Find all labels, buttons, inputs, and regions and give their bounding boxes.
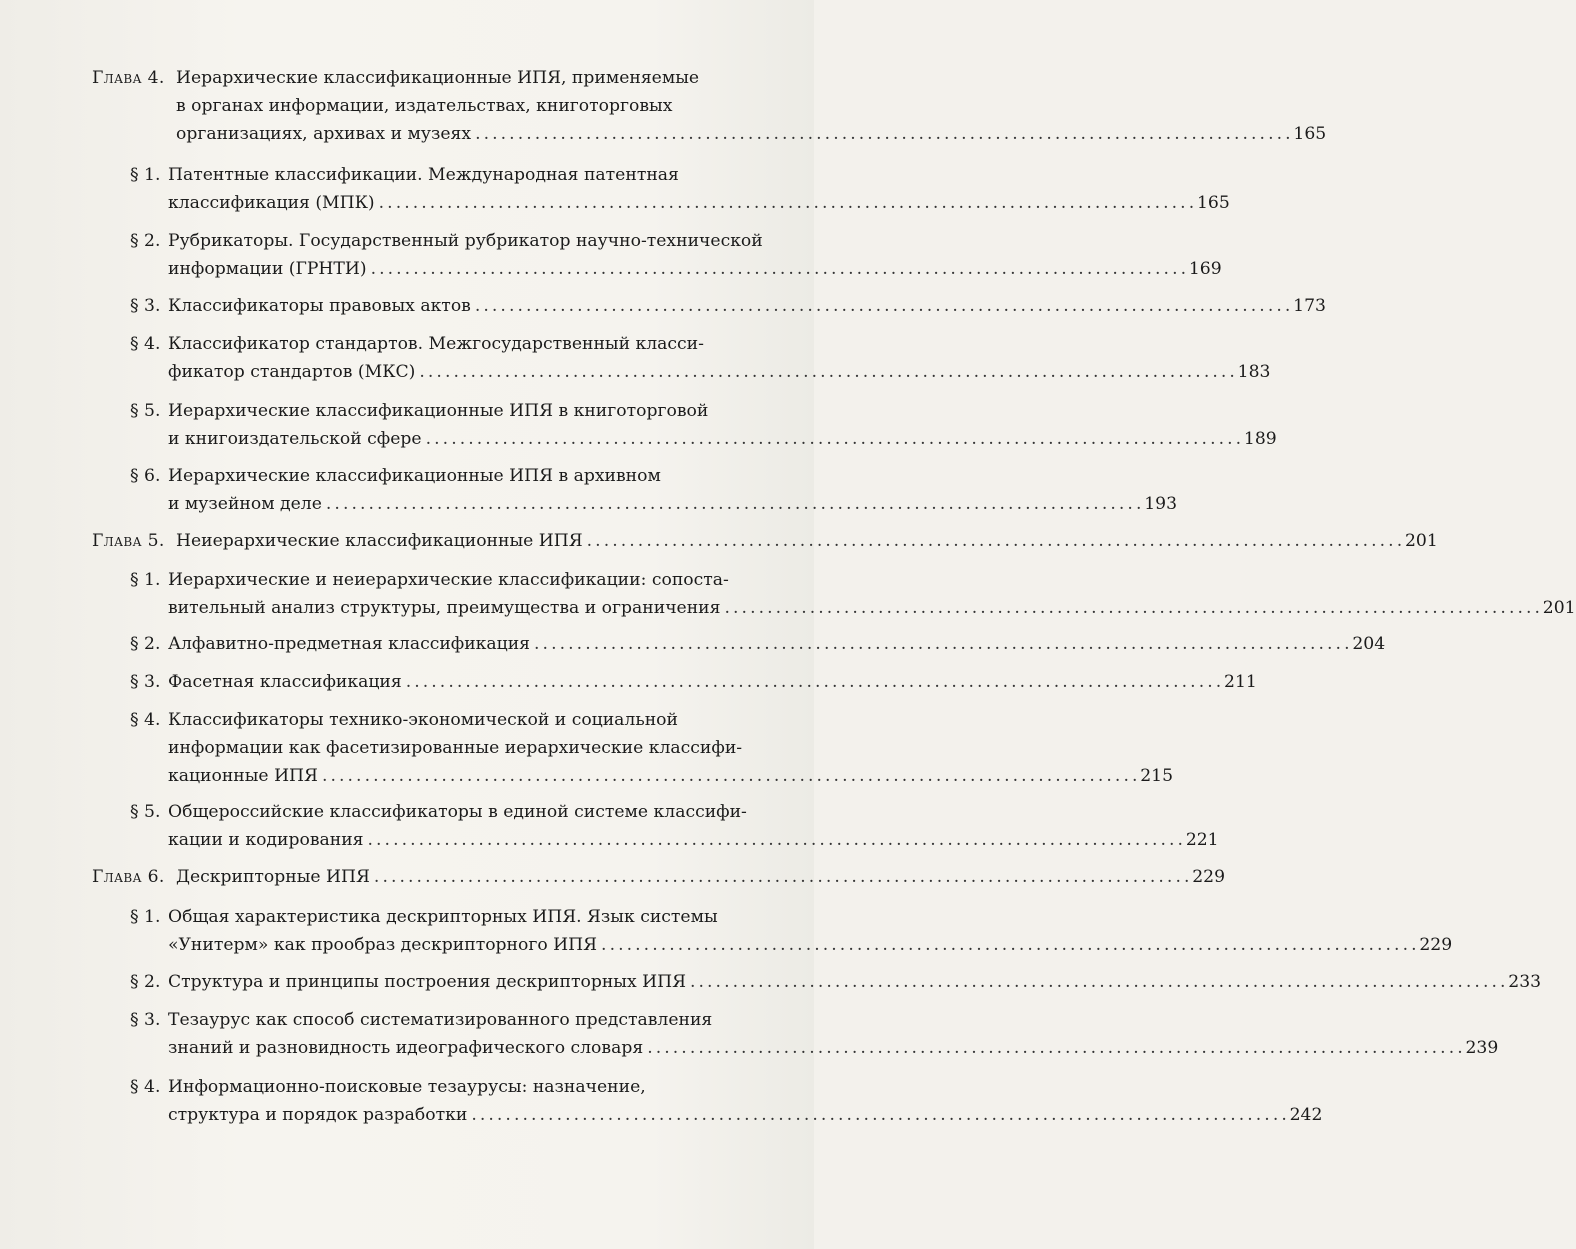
entry-last-line: Алфавитно-предметная классификация . . . 204 bbox=[168, 630, 856, 658]
toc-section-5-4[interactable] bbox=[92, 706, 1174, 790]
leader-dots bbox=[406, 668, 1220, 696]
section-number: § 1. bbox=[130, 165, 161, 185]
entry-last-line: классификация (МПК) . . . 165 bbox=[168, 189, 856, 217]
entry-last-line: и книгоиздательской сфере . . . 189 bbox=[168, 425, 856, 453]
page-number: 201 bbox=[1404, 531, 1438, 551]
entry-last-line: кационные ИПЯ . . . 215 bbox=[168, 762, 856, 790]
entry-line: Иерархические классификационные ИПЯ в книготорговой bbox=[168, 401, 709, 421]
toc-section-6-4[interactable] bbox=[92, 1073, 1323, 1129]
entry-last-line: Дескрипторные ИПЯ . . . 229 bbox=[176, 863, 864, 891]
leader-dots bbox=[426, 425, 1240, 453]
entry-last-line: организациях, архивах и музеях . . . 165 bbox=[176, 120, 864, 148]
page-number: 239 bbox=[1465, 1038, 1499, 1058]
entry-last-line: фикатор стандартов (МКС) . . . 183 bbox=[168, 358, 856, 386]
page-number: 215 bbox=[1140, 766, 1174, 786]
entry-last-line: «Унитерм» как прообраз дескрипторного ИПЯ . . . 229 bbox=[168, 931, 856, 959]
page-number: 204 bbox=[1352, 634, 1386, 654]
toc-section-6-2[interactable] bbox=[92, 968, 1542, 996]
section-number: § 4. bbox=[130, 334, 161, 354]
section-number: § 1. bbox=[130, 907, 161, 927]
section-number: § 4. bbox=[130, 1077, 161, 1097]
leader-dots bbox=[475, 120, 1289, 148]
section-number: § 4. bbox=[130, 710, 161, 730]
toc-section-4-4[interactable] bbox=[92, 330, 1271, 386]
entry-line: Тезаурус как способ систематизированного представления bbox=[168, 1010, 713, 1030]
toc-section-4-3[interactable] bbox=[92, 292, 1326, 320]
toc-chapter-5[interactable] bbox=[92, 527, 1438, 555]
section-number: § 5. bbox=[130, 401, 161, 421]
page-number: 201 bbox=[1542, 598, 1576, 618]
entry-last-line: и музейном деле . . . 193 bbox=[168, 490, 856, 518]
page-number: 183 bbox=[1237, 362, 1271, 382]
entry-last-line: Фасетная классификация . . . 211 bbox=[168, 668, 856, 696]
page-number: 193 bbox=[1144, 494, 1178, 514]
entry-last-line: структура и порядок разработки . . . 242 bbox=[168, 1101, 856, 1129]
entry-line: Классификатор стандартов. Межгосударственный класси- bbox=[168, 334, 704, 354]
page-number: 165 bbox=[1293, 124, 1327, 144]
leader-dots bbox=[724, 594, 1538, 622]
entry-last-line: информации (ГРНТИ) . . . 169 bbox=[168, 255, 856, 283]
leader-dots bbox=[587, 527, 1401, 555]
leader-dots bbox=[647, 1034, 1461, 1062]
leader-dots bbox=[374, 863, 1188, 891]
entry-line: информации как фасетизированные иерархические классифи- bbox=[168, 738, 743, 758]
page-number: 189 bbox=[1243, 429, 1277, 449]
leader-dots bbox=[371, 255, 1185, 283]
page-number: 229 bbox=[1192, 867, 1226, 887]
entry-last-line: знаний и разновидность идеографического словаря . . . 239 bbox=[168, 1034, 856, 1062]
entry-line: Иерархические и неиерархические классификации: сопоста- bbox=[168, 570, 729, 590]
entry-last-line: кации и кодирования . . . 221 bbox=[168, 826, 856, 854]
page-number: 169 bbox=[1188, 259, 1222, 279]
page-number: 165 bbox=[1196, 193, 1230, 213]
entry-last-line: Неиерархические классификационные ИПЯ . . . 201 bbox=[176, 527, 864, 555]
section-number: § 3. bbox=[130, 672, 161, 692]
leader-dots bbox=[690, 968, 1504, 996]
toc-section-4-5[interactable] bbox=[92, 397, 1277, 453]
section-number: § 1. bbox=[130, 570, 161, 590]
section-number: § 2. bbox=[130, 972, 161, 992]
entry-last-line: Классификаторы правовых актов . . . 173 bbox=[168, 292, 856, 320]
toc-section-4-2[interactable] bbox=[92, 227, 1222, 283]
section-number: § 5. bbox=[130, 802, 161, 822]
toc-section-5-2[interactable] bbox=[92, 630, 1386, 658]
leader-dots bbox=[322, 762, 1136, 790]
toc-section-6-1[interactable] bbox=[92, 903, 1453, 959]
entry-last-line: Структура и принципы построения дескрипторных ИПЯ . . . 233 bbox=[168, 968, 856, 996]
entry-line: Иерархические классификационные ИПЯ, применяемые bbox=[176, 68, 700, 88]
section-number: § 3. bbox=[130, 296, 161, 316]
entry-line: в органах информации, издательствах, книготорговых bbox=[176, 96, 673, 116]
leader-dots bbox=[368, 826, 1182, 854]
section-number: § 2. bbox=[130, 231, 161, 251]
entry-line: Рубрикаторы. Государственный рубрикатор научно-технической bbox=[168, 231, 763, 251]
toc-section-5-3[interactable] bbox=[92, 668, 1257, 696]
page-number: 233 bbox=[1508, 972, 1542, 992]
entry-last-line: вительный анализ структуры, преимущества и ограничения . . . 201 bbox=[168, 594, 856, 622]
leader-dots bbox=[326, 490, 1140, 518]
toc-chapter-4[interactable] bbox=[92, 64, 1327, 148]
entry-line: Иерархические классификационные ИПЯ в архивном bbox=[168, 466, 661, 486]
toc-section-5-1[interactable] bbox=[92, 566, 1576, 622]
toc-section-6-3[interactable] bbox=[92, 1006, 1499, 1062]
page-number: 211 bbox=[1224, 672, 1257, 692]
leader-dots bbox=[534, 630, 1348, 658]
page-number: 242 bbox=[1289, 1105, 1323, 1125]
section-number: § 2. bbox=[130, 634, 161, 654]
entry-line: Информационно-поисковые тезаурусы: назначение, bbox=[168, 1077, 646, 1097]
leader-dots bbox=[475, 292, 1289, 320]
leader-dots bbox=[379, 189, 1193, 217]
leader-dots bbox=[601, 931, 1415, 959]
leader-dots bbox=[419, 358, 1233, 386]
chapter-label: Глава 6. bbox=[92, 867, 165, 887]
entry-line: Общая характеристика дескрипторных ИПЯ. Язык системы bbox=[168, 907, 718, 927]
entry-line: Классификаторы технико-экономической и социальной bbox=[168, 710, 678, 730]
toc-section-4-1[interactable] bbox=[92, 161, 1230, 217]
page-number: 229 bbox=[1419, 935, 1453, 955]
chapter-label: Глава 5. bbox=[92, 531, 165, 551]
chapter-label: Глава 4. bbox=[92, 68, 165, 88]
toc-chapter-6[interactable] bbox=[92, 863, 1226, 891]
entry-line: Общероссийские классификаторы в единой системе классифи- bbox=[168, 802, 747, 822]
toc-section-4-6[interactable] bbox=[92, 462, 1178, 518]
section-number: § 6. bbox=[130, 466, 161, 486]
leader-dots bbox=[471, 1101, 1285, 1129]
page-number: 221 bbox=[1185, 830, 1219, 850]
toc-section-5-5[interactable] bbox=[92, 798, 1219, 854]
section-number: § 3. bbox=[130, 1010, 161, 1030]
page-number: 173 bbox=[1293, 296, 1326, 316]
entry-line: Патентные классификации. Международная патентная bbox=[168, 165, 679, 185]
